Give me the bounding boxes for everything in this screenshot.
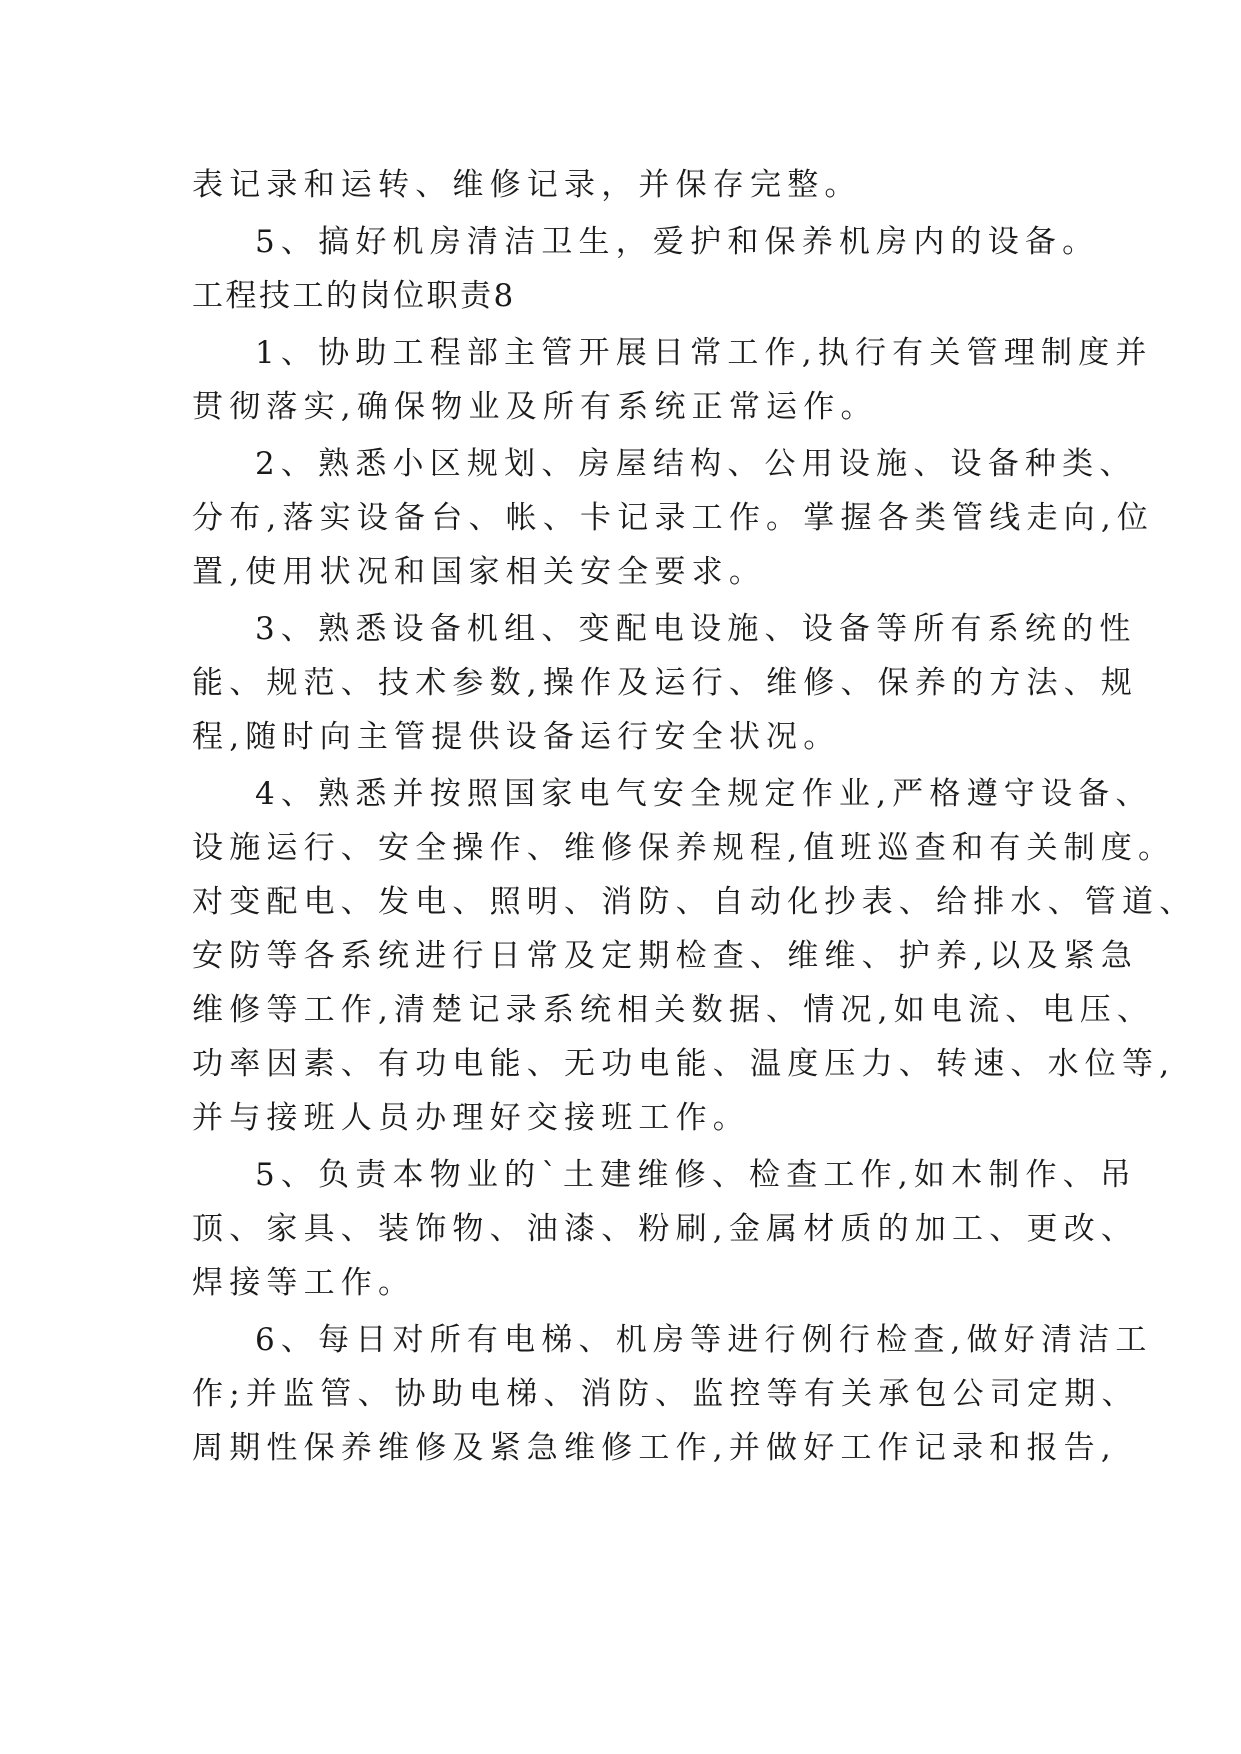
text-line: 6、每日对所有电梯、机房等进行例行检查,做好清洁工 xyxy=(255,1322,1153,1358)
text-line: 3、熟悉设备机组、变配电设施、设备等所有系统的性 xyxy=(255,611,1137,647)
text-line: 5、搞好机房清洁卫生，爱护和保养机房内的设备。 xyxy=(255,224,1100,260)
text-line: 维修等工作,清楚记录系统相关数据、情况,如电流、电压、 xyxy=(192,992,1155,1028)
text-line: 能、规范、技术参数,操作及运行、维修、保养的方法、规 xyxy=(192,665,1139,701)
text-line: 5、负责本物业的`土建维修、检查工作,如木制作、吊 xyxy=(255,1157,1138,1193)
text-line: 2、熟悉小区规划、房屋结构、公用设施、设备种类、 xyxy=(255,446,1137,482)
text-line: 并与接班人员办理好交接班工作。 xyxy=(192,1100,750,1136)
text-line: 对变配电、发电、照明、消防、自动化抄表、给排水、管道、 xyxy=(192,884,1197,920)
text-line: 1、协助工程部主管开展日常工作,执行有关管理制度并 xyxy=(255,335,1153,371)
text-line: 设施运行、安全操作、维修保养规程,值班巡查和有关制度。 xyxy=(192,830,1176,866)
text-line: 置,使用状况和国家相关安全要求。 xyxy=(192,554,767,590)
text-line: 焊接等工作。 xyxy=(192,1265,416,1301)
text-line: 4、熟悉并按照国家电气安全规定作业,严格遵守设备、 xyxy=(255,776,1153,812)
text-line: 分布,落实设备台、帐、卡记录工作。掌握各类管线走向,位 xyxy=(192,500,1155,536)
text-line: 功率因素、有功电能、无功电能、温度压力、转速、水位等, xyxy=(192,1046,1176,1082)
text-line: 表记录和运转、维修记录，并保存完整。 xyxy=(192,167,862,203)
text-line: 作;并监管、协助电梯、消防、监控等有关承包公司定期、 xyxy=(192,1376,1139,1412)
text-line: 顶、家具、装饰物、油漆、粉刷,金属材质的加工、更改、 xyxy=(192,1211,1139,1247)
text-line: 安防等各系统进行日常及定期检查、维维、护养,以及紧急 xyxy=(192,938,1139,974)
section-heading: 工程技工的岗位职责8 xyxy=(192,278,516,314)
text-line: 程,随时向主管提供设备运行安全状况。 xyxy=(192,719,841,755)
text-line: 周期性保养维修及紧急维修工作,并做好工作记录和报告, xyxy=(192,1430,1117,1466)
text-line: 贯彻落实,确保物业及所有系统正常运作。 xyxy=(192,389,878,425)
